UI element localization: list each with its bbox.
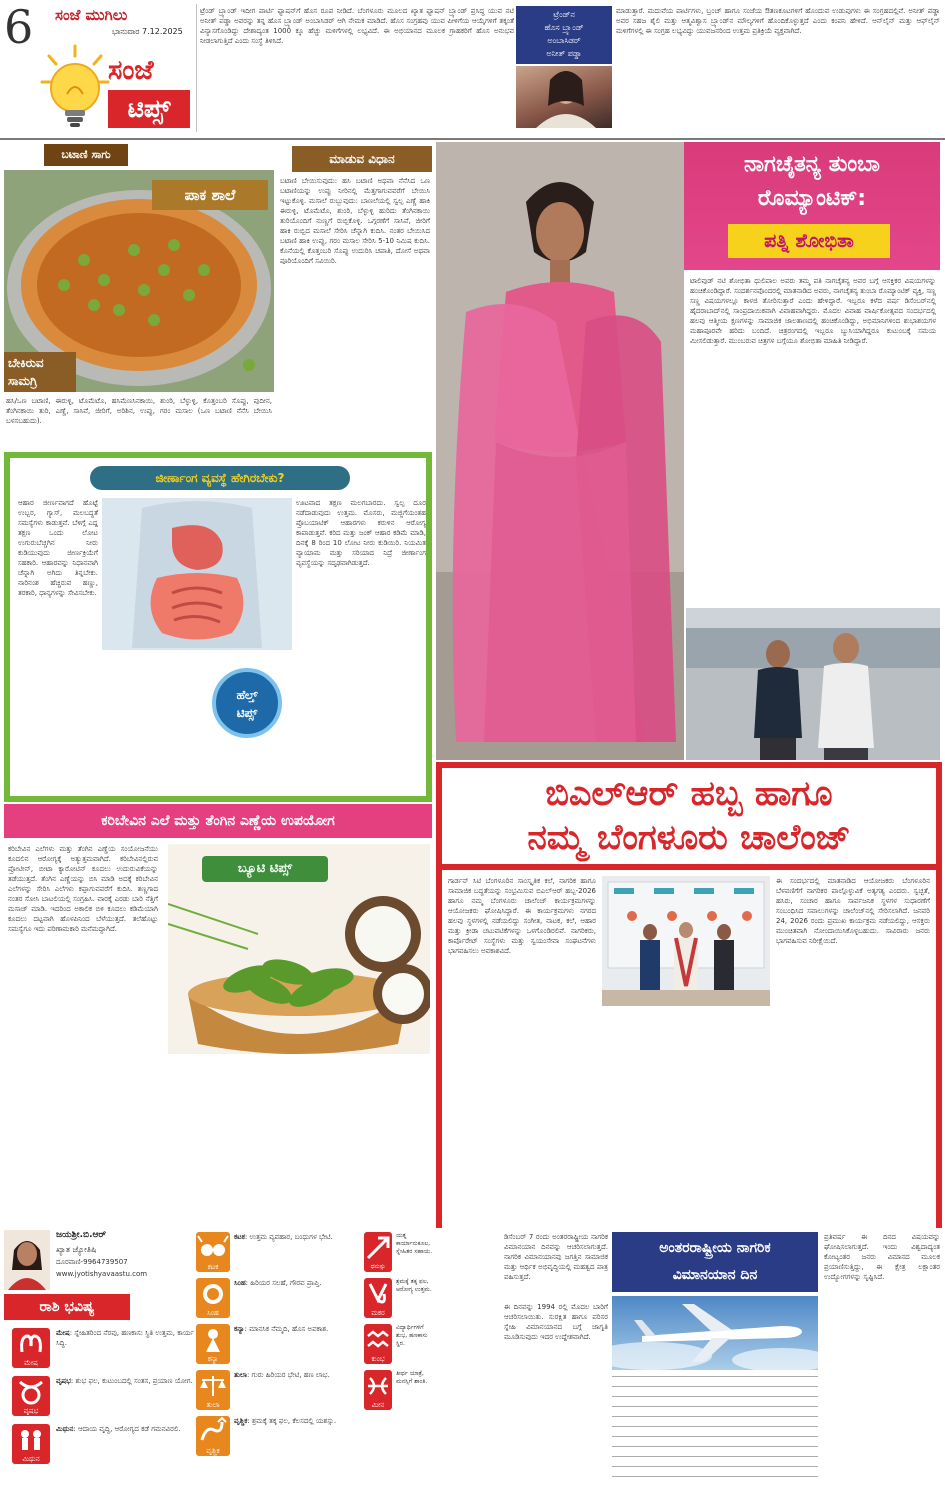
recipe-banner: ಪಾಕ ಶಾಲೆ (152, 180, 268, 210)
sign-text-virgo: ಕನ್ಯಾ: ಮಾನಸಿಕ ನೆಮ್ಮದಿ, ಹೊಸ ಅವಕಾಶ. (234, 1325, 329, 1333)
health-heading: ಜೀರ್ಣಾಂಗ ವ್ಯವಸ್ಥೆ ಹೇಗಿರಬೇಕು? (90, 466, 350, 490)
health-tips-badge (212, 668, 282, 738)
sagittarius-label: ಧನುಸ್ಸು (370, 1263, 386, 1270)
sign-text-libra: ತುಲಾ: ಗುರು ಹಿರಿಯರ ಭೇಟಿ, ಹಣ ಲಾಭ. (234, 1371, 330, 1379)
health-col2: ಊಟವಾದ ತಕ್ಷಣ ಮಲಗಬಾರದು. ಸ್ವಲ್ಪ ದೂರ ನಡೆದಾಡುವುದು ಉತ್ತಮ. ಮೊಸರು, ಮಜ್ಜಿಗೆಯಂತಹ ಪ್ರೊಬಯಾಟಿಕ್ ಆಹಾರಗಳು ಕರುಳಿನ ಆರೋಗ್ಯ ಕಾಪಾಡುತ್ತವೆ. ಕರಿದ ಮತ್ತು ಜಂಕ್ ಆಹಾರ ಕಡಿಮೆ ಮಾಡಿ, ದಿನಕ್ಕೆ 8 ರಿಂದ 10 ಲೋಟ ನೀರು ಕುಡಿಯಿರಿ. ನಿಯಮಿತ ವ್ಯಾಯಾಮ ಮತ್ತು ಸರಿಯಾದ ನಿದ್ರೆ ಜೀರ್ಣಾಂಗ ವ್ಯವಸ್ಥೆಯನ್ನು ಸದೃಢವಾಗಿಡುತ್ತದೆ. (296, 499, 426, 567)
recipe-title-tab: ಬಟಾಣಿ ಸಾಗು (44, 144, 128, 166)
aquarius-text: ವಿದ್ಯಾರ್ಥಿಗಳಿಗೆ ಶುಭ, ಹಣಕಾಸು ಸ್ಥಿರ. (396, 1324, 428, 1347)
sign-text-sagittarius (396, 1232, 434, 1274)
aviation-section (436, 1228, 945, 1491)
leo-label: ಸಿಂಹ (207, 1309, 219, 1317)
callout-line1: ಟ್ರೆಂಡ್‌ನ (553, 10, 575, 19)
blr-body-box (442, 870, 936, 1280)
astrologer-title: ಖ್ಯಾತ ಜ್ಯೋತಿಷಿ (56, 1245, 97, 1254)
sign-text-gemini: ಮಿಥುನ: ಆದಾಯ ವೃದ್ಧಿ, ಆರೋಗ್ಯದ ಕಡೆ ಗಮನವಿರಲಿ. (56, 1425, 181, 1433)
callout-line3: ಅಂಬಾಸಿಡರ್ (547, 36, 581, 45)
taurus-name: ವೃಷಭ (56, 1377, 71, 1385)
gemini-name: ಮಿಥುನ (56, 1425, 74, 1433)
ingredients-text: ಹಸಿ/ಒಣ ಬಟಾಣಿ, ಈರುಳ್ಳಿ, ಟೊಮೆಟೊ, ಹಸಿಮೆಣಸಿನಕಾಯಿ, ಶುಂಠಿ, ಬೆಳ್ಳುಳ್ಳಿ, ಕೊತ್ತಂಬರಿ ಸೊಪ್ಪು, ಪುದೀನ, ತೆಂಗಿನಕಾಯಿ ತುರಿ, ಎಣ್ಣೆ, ಸಾಸಿವೆ, ಜೀರಿಗೆ, ಅರಿಶಿನ, ಉಪ್ಪು, ಗರಂ ಮಸಾಲ (ಒಣ ಬಟಾಣಿ ನೆನೆಸಿ ಬೇಯಿಸಿ ಬಳಸಬಹುದು). (6, 397, 272, 425)
astrologer-photo (4, 1230, 50, 1290)
taurus-icon (12, 1376, 50, 1416)
blr-headline-line1: ಬಿಎಲ್‌ಆರ್ ಹಬ್ಬ ಹಾಗೂ (545, 774, 833, 814)
taurus-text: ಶುಭ ಫಲ, ಕುಟುಂಬದಲ್ಲಿ ಸಂತಸ, ಪ್ರಯಾಣ ಯೋಗ. (75, 1377, 193, 1385)
beauty-body: ಕರಿಬೇವಿನ ಎಲೆಗಳು ಮತ್ತು ತೆಂಗಿನ ಎಣ್ಣೆಯ ಸಂಯೋಜನೆಯು ಕೂದಲಿನ ಆರೋಗ್ಯಕ್ಕೆ ಅತ್ಯುತ್ತಮವಾಗಿದೆ. ಕರಿಬೇವಿನಲ್ಲಿರುವ ಪ್ರೋಟೀನ್, ಬೀಟಾ ಕ್ಯಾರೋಟಿನ್ ಕೂದಲು ಉದುರುವಿಕೆಯನ್ನು ತಡೆಯುತ್ತದೆ. ತೆಂಗಿನ ಎಣ್ಣೆಯನ್ನು ಬಿಸಿ ಮಾಡಿ ಅದಕ್ಕೆ ಕರಿಬೇವಿನ ಎಲೆಗಳನ್ನು ಸೇರಿಸಿ ಎಲೆಗಳು ಕಪ್ಪಾಗುವವರೆಗೆ ಕುದಿಸಿ. ತಣ್ಣಗಾದ ನಂತರ ಸೋಸಿ ಬಾಟಲಿಯಲ್ಲಿ ಸಂಗ್ರಹಿಸಿ. ವಾರಕ್ಕೆ ಎರಡು ಬಾರಿ ನೆತ್ತಿಗೆ ಮಸಾಜ್ ಮಾಡಿ. ಇದರಿಂದ ಅಕಾಲಿಕ ಬಿಳಿ ಕೂದಲು ಕಡಿಮೆಯಾಗಿ ಕೂದಲು ದಟ್ಟವಾಗಿ ಹೊಳಪಿನಿಂದ ಬೆಳೆಯುತ್ತದೆ. ತಲೆಹೊಟ್ಟು ಸಮಸ್ಯೆಗೂ ಇದು ಪರಿಣಾಮಕಾರಿ ಮನೆಮದ್ದಾಗಿದೆ. (8, 845, 158, 933)
sign-text-capricorn (396, 1278, 434, 1320)
capricorn-label: ಮಕರ (371, 1309, 385, 1317)
aviation-body-lines (612, 1376, 818, 1486)
feature-body: ಟಾಲಿವುಡ್ ನಟಿ ಶೋಭಿತಾ ಧುಲಿಪಾಲ ಅವರು ತಮ್ಮ ಪತಿ ನಾಗಚೈತನ್ಯ ಅವರ ಬಗ್ಗೆ ಆಸಕ್ತಿಕರ ವಿಷಯಗಳನ್ನು ಹಂಚಿಕೊಂಡಿದ್ದಾರೆ. ಸಂದರ್ಶನವೊಂದರಲ್ಲಿ ಮಾತನಾಡಿದ ಅವರು, ನಾಗಚೈತನ್ಯ ತುಂಬಾ ರೊಮ್ಯಾಂಟಿಕ್ ವ್ಯಕ್ತಿ, ಸಣ್ಣ ಸಣ್ಣ ವಿಷಯಗಳಲ್ಲೂ ಕಾಳಜಿ ತೋರಿಸುತ್ತಾರೆ ಎಂದು ಹೇಳಿದ್ದಾರೆ. ಇಬ್ಬರೂ ಕಳೆದ ವರ್ಷ ಡಿಸೆಂಬರ್‌ನಲ್ಲಿ ಹೈದರಾಬಾದ್‌ನಲ್ಲಿ ಸಾಂಪ್ರದಾಯಿಕವಾಗಿ ವಿವಾಹವಾಗಿದ್ದರು. ಮೊದಲ ವಿವಾಹ ವಾರ್ಷಿಕೋತ್ಸವದ ಸಂದರ್ಭದಲ್ಲಿ ಹಲವು ಆತ್ಮೀಯ ಕ್ಷಣಗಳನ್ನು ಸಾಮಾಜಿಕ ಜಾಲತಾಣದಲ್ಲಿ ಹಂಚಿಕೊಂಡಿದ್ದು, ಅಭಿಮಾನಿಗಳಿಂದ ಶುಭಾಶಯಗಳ ಮಹಾಪೂರವೇ ಹರಿದು ಬಂದಿದೆ. ಚಿತ್ರರಂಗದಲ್ಲಿ ಇಬ್ಬರೂ ಬ್ಯುಸಿಯಾಗಿದ್ದರೂ ಕುಟುಂಬಕ್ಕೆ ಸಮಯ ಮೀಸಲಿಡುತ್ತಾರೆ. ಮುಂಬರುವ ಚಿತ್ರಗಳ ಬಗ್ಗೆಯೂ ಶೋಭಿತಾ ಮಾಹಿತಿ ನೀಡಿದ್ದಾರೆ. (690, 277, 936, 345)
ingredients-title-line2: ಸಾಮಗ್ರಿ (8, 374, 38, 388)
ingredients-title-line1: ಬೇಕಿರುವ (8, 356, 44, 370)
sign-text-cancer: ಕಟಕ: ಉತ್ತಮ ವ್ಯವಹಾರ, ಬಂಧುಗಳ ಭೇಟಿ. (234, 1233, 333, 1241)
date-line: ಭಾನುವಾರ 7.12.2025 (112, 27, 183, 36)
masthead-divider (196, 4, 197, 132)
top-story-callout (516, 6, 612, 64)
airplane-photo (612, 1296, 818, 1370)
astrology-section (0, 1228, 436, 1491)
sign-text-pisces (396, 1370, 434, 1412)
leo-text: ಹಿರಿಯರ ಸಲಹೆ, ಗೌರವ ಪ್ರಾಪ್ತಿ. (250, 1279, 322, 1287)
sign-text-taurus: ವೃಷಭ: ಶುಭ ಫಲ, ಕುಟುಂಬದಲ್ಲಿ ಸಂತಸ, ಪ್ರಯಾಣ ಯೋಗ. (56, 1377, 193, 1385)
gemini-text: ಆದಾಯ ವೃದ್ಧಿ, ಆರೋಗ್ಯದ ಕಡೆ ಗಮನವಿರಲಿ. (77, 1425, 181, 1433)
badge-line1: ಹೆಲ್ತ್ (236, 688, 258, 702)
astrologer-name: ಜಯಶ್ರೀ.ಬಿ.ಆರ್ (56, 1230, 107, 1240)
pisces-label: ಮೀನ (371, 1401, 385, 1409)
scorpio-icon (196, 1416, 230, 1456)
aries-text: ಸ್ನೇಹಿತರಿಂದ ನೆರವು, ಹಣಕಾಸು ಸ್ಥಿತಿ ಉತ್ತಮ, ಕಾರ್ಯ ಸಿದ್ಧಿ. (56, 1329, 194, 1347)
libra-label: ತುಲಾ (206, 1401, 220, 1409)
sign-text-aries: ಮೇಷ: ಸ್ನೇಹಿತರಿಂದ ನೆರವು, ಹಣಕಾಸು ಸ್ಥಿತಿ ಉತ್ತಮ, ಕಾರ್ಯ ಸಿದ್ಧಿ. (56, 1329, 194, 1347)
sagittarius-text: ಯತ್ನ ಕಾರ್ಯಾನುಕೂಲ, ಸ್ನೇಹಿತರ ಸಹಾಯ. (396, 1232, 433, 1255)
aviation-heading-line2: ವಿಮಾನಯಾನ ದಿನ (672, 1267, 758, 1283)
pisces-icon (364, 1370, 392, 1410)
blr-col1: ಗಾರ್ಡನ್ ಸಿಟಿ ಬೆಂಗಳೂರಿನ ಸಾಂಸ್ಕೃತಿಕ ಕಲೆ, ನಾಗರಿಕ ಹಾಗೂ ಸಾಮಾಜಿಕ ಬದ್ಧತೆಯನ್ನು ಸಂಭ್ರಮಿಸುವ ಬಿಎಲ್‌ಆರ್ ಹಬ್ಬ-2026 ಹಾಗೂ ನಮ್ಮ ಬೆಂಗಳೂರು ಚಾಲೆಂಜ್ ಕಾರ್ಯಕ್ರಮಗಳನ್ನು ಆಯೋಜಕರು ಘೋಷಿಸಿದ್ದಾರೆ. ಈ ಕಾರ್ಯಕ್ರಮಗಳು ನಗರದ ಹಲವು ಸ್ಥಳಗಳಲ್ಲಿ ನಡೆಯಲಿದ್ದು ಸಂಗೀತ, ನಾಟಕ, ಕಲೆ, ಆಹಾರ ಮತ್ತು ಕ್ರೀಡಾ ಚಟುವಟಿಕೆಗಳನ್ನು ಒಳಗೊಂಡಿರಲಿವೆ. ನಾಗರಿಕರು, ಕಾರ್ಪೊರೇಟ್ ಸಂಸ್ಥೆಗಳು ಮತ್ತು ಸ್ವಯಂಸೇವಾ ಸಂಘಟನೆಗಳು ಭಾಗವಹಿಸಲು ಅವಕಾಶವಿದೆ. (448, 877, 596, 955)
virgo-label: ಕನ್ಯಾ (207, 1355, 219, 1363)
top-divider (0, 138, 945, 140)
horoscope-heading: ರಾಶಿ ಭವಿಷ್ಯ (4, 1294, 130, 1320)
aries-label: ಮೇಷ (24, 1359, 38, 1367)
libra-text: ಗುರು ಹಿರಿಯರ ಭೇಟಿ, ಹಣ ಲಾಭ. (251, 1371, 330, 1379)
beauty-heading: ಕರಿಬೇವಿನ ಎಲೆ ಮತ್ತು ತೆಂಗಿನ ಎಣ್ಣೆಯ ಉಪಯೋಗ (4, 804, 432, 838)
aviation-col1: ಡಿಸೆಂಬರ್ 7 ರಂದು ಅಂತರರಾಷ್ಟ್ರೀಯ ನಾಗರಿಕ ವಿಮಾನಯಾನ ದಿನವನ್ನು ಆಚರಿಸಲಾಗುತ್ತದೆ. ನಾಗರಿಕ ವಿಮಾನಯಾನವು ಜಗತ್ತಿನ ಸಾಮಾಜಿಕ ಮತ್ತು ಆರ್ಥಿಕ ಅಭಿವೃದ್ಧಿಯಲ್ಲಿ ಮಹತ್ವದ ಪಾತ್ರ ವಹಿಸುತ್ತದೆ. (504, 1233, 608, 1281)
couple-photo (686, 608, 940, 760)
leo-name: ಸಿಂಹ (234, 1279, 246, 1287)
health-col1: ಆಹಾರ ಜೀರ್ಣವಾಗದೆ ಹೊಟ್ಟೆ ಉಬ್ಬರ, ಗ್ಯಾಸ್, ಮಲಬದ್ಧತೆ ಸಮಸ್ಯೆಗಳು ಕಾಡುತ್ತವೆ. ಬೆಳಿಗ್ಗೆ ಎದ್ದ ತಕ್ಷಣ ಒಂದು ಲೋಟ ಉಗುರುಬೆಚ್ಚಗಿನ ನೀರು ಕುಡಿಯುವುದು ಜೀರ್ಣಕ್ರಿಯೆಗೆ ಸಹಕಾರಿ. ಆಹಾರವನ್ನು ನಿಧಾನವಾಗಿ ಚೆನ್ನಾಗಿ ಅಗಿದು ತಿನ್ನಬೇಕು. ನಾರಿನಂಶ ಹೆಚ್ಚಿರುವ ಹಣ್ಣು, ತರಕಾರಿ, ಧಾನ್ಯಗಳನ್ನು ಸೇವಿಸಬೇಕು. (18, 499, 98, 597)
blr-headline-line2: ನಮ್ಮ ಬೆಂಗಳೂರು ಚಾಲೆಂಜ್ (527, 818, 851, 858)
aviation-heading-line1: ಅಂತರರಾಷ್ಟ್ರೀಯ ನಾಗರಿಕ (659, 1240, 771, 1256)
feature-headline-box (684, 142, 940, 270)
virgo-text: ಮಾನಸಿಕ ನೆಮ್ಮದಿ, ಹೊಸ ಅವಕಾಶ. (249, 1325, 329, 1333)
masthead (0, 0, 196, 138)
aries-icon (12, 1328, 50, 1368)
gemini-icon (12, 1424, 50, 1464)
section-title-line2: ಟಿಪ್ಸ್ (108, 90, 190, 128)
recipe-section (4, 142, 432, 450)
badge-line2: ಟಿಪ್ಸ್ (236, 706, 258, 720)
cancer-icon (196, 1232, 230, 1272)
aviation-col2: ಈ ದಿನವನ್ನು 1994 ರಲ್ಲಿ ಮೊದಲ ಬಾರಿಗೆ ಆಚರಿಸಲಾಯಿತು. ಸುರಕ್ಷಿತ ಹಾಗೂ ಪರಿಸರ ಸ್ನೇಹಿ ವಿಮಾನಯಾನದ ಬಗ್ಗೆ ಜಾಗೃತಿ ಮೂಡಿಸುವುದು ಇದರ ಉದ್ದೇಶವಾಗಿದೆ. (504, 1303, 608, 1341)
taurus-label: ವೃಷಭ (23, 1407, 39, 1415)
capricorn-text: ಶ್ರಮಕ್ಕೆ ತಕ್ಕ ಫಲ, ಆರೋಗ್ಯ ಉತ್ತಮ. (396, 1278, 432, 1293)
libra-name: ತುಲಾ (234, 1371, 247, 1379)
virgo-name: ಕನ್ಯಾ (234, 1325, 245, 1333)
page-number: 6 (4, 0, 34, 54)
top-story-col1: ಟ್ರೆಂಡ್ ಬ್ರ್ಯಾಂಡ್ ಇದೀಗ ಪಾರ್ಟಿ ಫ್ಯಾಷನ್‌ಗೆ ಹೊಸ ರೂಪ ನೀಡಿದೆ. ಬೆಂಗಳೂರು ಮೂಲದ ಖ್ಯಾತ ಫ್ಯಾಷನ್ ಬ್ರ್ಯಾಂಡ್ ಪ್ರಸಿದ್ಧ ಯುವ ನಟಿ ಅನೀತ್ ಪಡ್ಡಾ ಅವರನ್ನು ತನ್ನ ಹೊಸ ಬ್ರ್ಯಾಂಡ್ ಅಂಬಾಸಿಡರ್ ಆಗಿ ನೇಮಕ ಮಾಡಿದೆ. ಹೊಸ ಸಂಗ್ರಹವು ಯುವ ಪೀಳಿಗೆಯ ಆಯ್ಕೆಗಳಿಗೆ ತಕ್ಕಂತೆ ವಿನ್ಯಾಸಗೊಂಡಿದ್ದು ದೇಶಾದ್ಯಂತ 1000 ಕ್ಕೂ ಹೆಚ್ಚು ಮಳಿಗೆಗಳಲ್ಲಿ ಲಭ್ಯವಿದೆ. ಈ ಅಭಿಯಾನದ ಮೂಲಕ ಗ್ರಾಹಕರಿಗೆ ಹೊಸ ಅನುಭವ ನೀಡಲಾಗುತ್ತಿದೆ ಎಂದು ಸಂಸ್ಥೆ ತಿಳಿಸಿದೆ. (200, 7, 514, 45)
method-title-tab: ಮಾಡುವ ವಿಧಾನ (292, 146, 432, 172)
pisces-text: ತೀರ್ಥ ಯಾತ್ರೆ, ಮನಸ್ಸಿಗೆ ಶಾಂತಿ. (396, 1370, 428, 1385)
callout-line4: ಅನೀತ್ ಪಡ್ಡಾ (546, 49, 582, 58)
top-story-col2: ಮಾಡುತ್ತಾರೆ. ಮದುವೆಯ ಪಾರ್ಟಿಗಳು, ಬ್ರಂಚ್ ಹಾಗೂ ಸಂಜೆಯ ಔತಣಕೂಟಗಳಿಗೆ ಹೊಂದುವ ಉಡುಪುಗಳು ಈ ಸಂಗ್ರಹದಲ್ಲಿವೆ. ಅನೀತ್ ಪಡ್ಡಾ ಅವರ ಸಹಜ ಶೈಲಿ ಮತ್ತು ಆತ್ಮವಿಶ್ವಾಸ ಬ್ರ್ಯಾಂಡ್‌ನ ಮೌಲ್ಯಗಳಿಗೆ ಹೊಂದಿಕೊಳ್ಳುತ್ತದೆ ಎಂದು ಕಂಪನಿ ಹೇಳಿದೆ. ಆನ್‌ಲೈನ್ ಮತ್ತು ಆಫ್‌ಲೈನ್ ಮಳಿಗೆಗಳಲ್ಲಿ ಈ ಸಂಗ್ರಹ ಲಭ್ಯವಿದ್ದು ಯುವಜನರಿಂದ ಉತ್ತಮ ಪ್ರತಿಕ್ರಿಯೆ ವ್ಯಕ್ತವಾಗಿದೆ. (616, 7, 940, 35)
leo-icon (196, 1278, 230, 1318)
aviation-col3: ಪ್ರತಿವರ್ಷ ಈ ದಿನದ ವಿಷಯವನ್ನು ಘೋಷಿಸಲಾಗುತ್ತದೆ. ಇಂದು ವಿಶ್ವದಾದ್ಯಂತ ಕೋಟ್ಯಂತರ ಜನರು ವಿಮಾನದ ಮೂಲಕ ಪ್ರಯಾಣಿಸುತ್ತಿದ್ದು, ಈ ಕ್ಷೇತ್ರ ಲಕ್ಷಾಂತರ ಉದ್ಯೋಗಗಳನ್ನು ಸೃಷ್ಟಿಸಿದೆ. (824, 1233, 940, 1281)
ingredients-title (4, 352, 76, 392)
section-title-line1: ಸಂಜೆ (108, 55, 154, 86)
bulb-icon (40, 44, 110, 134)
gemini-label: ಮಿಥುನ (22, 1455, 40, 1463)
astrologer-website: www.jyotishyavaastu.com (56, 1270, 148, 1278)
aquarius-icon (364, 1324, 392, 1364)
sign-text-aquarius (396, 1324, 434, 1366)
scorpio-name: ವೃಶ್ಚಿಕ (234, 1417, 248, 1425)
sign-text-leo: ಸಿಂಹ: ಹಿರಿಯರ ಸಲಹೆ, ಗೌರವ ಪ್ರಾಪ್ತಿ. (234, 1279, 322, 1287)
sign-text-scorpio: ವೃಶ್ಚಿಕ: ಶ್ರಮಕ್ಕೆ ತಕ್ಕ ಫಲ, ಕೆಲಸದಲ್ಲಿ ಯಶಸ್ಸು. (234, 1417, 337, 1425)
scorpio-label: ವೃಶ್ಚಿಕ (206, 1447, 220, 1455)
blr-event-photo (602, 876, 770, 1006)
sagittarius-icon (364, 1232, 392, 1272)
virgo-icon (196, 1324, 230, 1364)
feature-headline-line1: ನಾಗಚೈತನ್ಯ ತುಂಬಾ (744, 152, 880, 177)
digestive-system-image (102, 498, 292, 650)
aquarius-label: ಕುಂಭ (371, 1355, 385, 1363)
capricorn-icon (364, 1278, 392, 1318)
brand-ambassador-photo (516, 66, 612, 128)
cancer-name: ಕಟಕ (234, 1233, 245, 1241)
beauty-tips-badge: ಬ್ಯೂಟಿ ಟಿಪ್ಸ್ (202, 856, 328, 882)
paper-name: ಸಂಜೆ ಮುಗಿಲು (55, 6, 128, 24)
blr-headline-box (442, 768, 936, 864)
cancer-text: ಉತ್ತಮ ವ್ಯವಹಾರ, ಬಂಧುಗಳ ಭೇಟಿ. (249, 1233, 333, 1241)
scorpio-text: ಶ್ರಮಕ್ಕೆ ತಕ್ಕ ಫಲ, ಕೆಲಸದಲ್ಲಿ ಯಶಸ್ಸು. (252, 1417, 337, 1425)
cancer-label: ಕಟಕ (207, 1263, 219, 1271)
method-text: ಬಟಾಣಿ ಬೇಯಿಸುವುದು: ಹಸಿ ಬಟಾಣಿ ಅಥವಾ ನೆನೆಸಿದ ಒಣ ಬಟಾಣಿಯನ್ನು ಉಪ್ಪು ನೀರಿನಲ್ಲಿ ಮೆತ್ತಗಾಗುವವರೆಗೆ ಬೇಯಿಸಿ ಇಟ್ಟುಕೊಳ್ಳಿ. ಮಸಾಲೆ ರುಬ್ಬುವುದು: ಬಾಣಲೆಯಲ್ಲಿ ಸ್ವಲ್ಪ ಎಣ್ಣೆ ಹಾಕಿ ಈರುಳ್ಳಿ, ಟೊಮೆಟೊ, ಶುಂಠಿ, ಬೆಳ್ಳುಳ್ಳಿ ಹುರಿದು ತೆಂಗಿನಕಾಯಿ ತುರಿಯೊಂದಿಗೆ ನುಣ್ಣಗೆ ರುಬ್ಬಿಕೊಳ್ಳಿ. ಒಗ್ಗರಣೆಗೆ ಸಾಸಿವೆ, ಜೀರಿಗೆ ಹಾಕಿ ರುಬ್ಬಿದ ಮಸಾಲೆ ಸೇರಿಸಿ ಚೆನ್ನಾಗಿ ಕುದಿಸಿ. ನಂತರ ಬೇಯಿಸಿದ ಬಟಾಣಿ ಹಾಕಿ ಉಪ್ಪು, ಗರಂ ಮಸಾಲ ಸೇರಿಸಿ 5-10 ನಿಮಿಷ ಕುದಿಸಿ. ಕೊನೆಯಲ್ಲಿ ಕೊತ್ತಂಬರಿ ಸೊಪ್ಪು ಉದುರಿಸಿ ಚಪಾತಿ, ದೋಸೆ ಅಥವಾ ಪೂರಿಯೊಂದಿಗೆ ಸವಿಯಿರಿ. (280, 177, 430, 265)
feature-subhead: ಪತ್ನಿ ಶೋಭಿತಾ (728, 224, 890, 258)
aries-name: ಮೇಷ (56, 1329, 70, 1337)
aviation-heading (612, 1232, 818, 1292)
blr-col2: ಈ ಸಂದರ್ಭದಲ್ಲಿ ಮಾತನಾಡಿದ ಆಯೋಜಕರು ಬೆಂಗಳೂರಿನ ಬೆಳವಣಿಗೆಗೆ ನಾಗರಿಕರ ಪಾಲ್ಗೊಳ್ಳುವಿಕೆ ಅತ್ಯಗತ್ಯ ಎಂದರು. ಸ್ವಚ್ಛತೆ, ಹಸಿರು, ಸಂಚಾರ ಹಾಗೂ ಸಾರ್ವಜನಿಕ ಸ್ಥಳಗಳ ಸುಧಾರಣೆಗೆ ಸಂಬಂಧಿಸಿದ ಸವಾಲುಗಳನ್ನು ಚಾಲೆಂಜ್‌ನಲ್ಲಿ ಸೇರಿಸಲಾಗಿದೆ. ಜನವರಿ 24, 2026 ರಂದು ಪ್ರಮುಖ ಕಾರ್ಯಕ್ರಮ ನಡೆಯಲಿದ್ದು, ಆಸಕ್ತರು ಮುಂಚಿತವಾಗಿ ನೋಂದಾಯಿಸಿಕೊಳ್ಳಬಹುದು. ಸಾವಿರಾರು ಜನರು ಭಾಗವಹಿಸುವ ನಿರೀಕ್ಷೆಯಿದೆ. (776, 877, 930, 945)
libra-icon (196, 1370, 230, 1410)
health-section (4, 452, 432, 802)
callout-line2: ಹೊಸ ಬ್ರ್ಯಾಂಡ್ (544, 23, 584, 32)
feature-headline-line2: ರೊಮ್ಯಾಂಟಿಕ್: (757, 186, 867, 211)
astrologer-phone: ದೂರವಾಣಿ-9964739507 (56, 1258, 128, 1266)
actress-pink-saree-photo (436, 142, 684, 760)
